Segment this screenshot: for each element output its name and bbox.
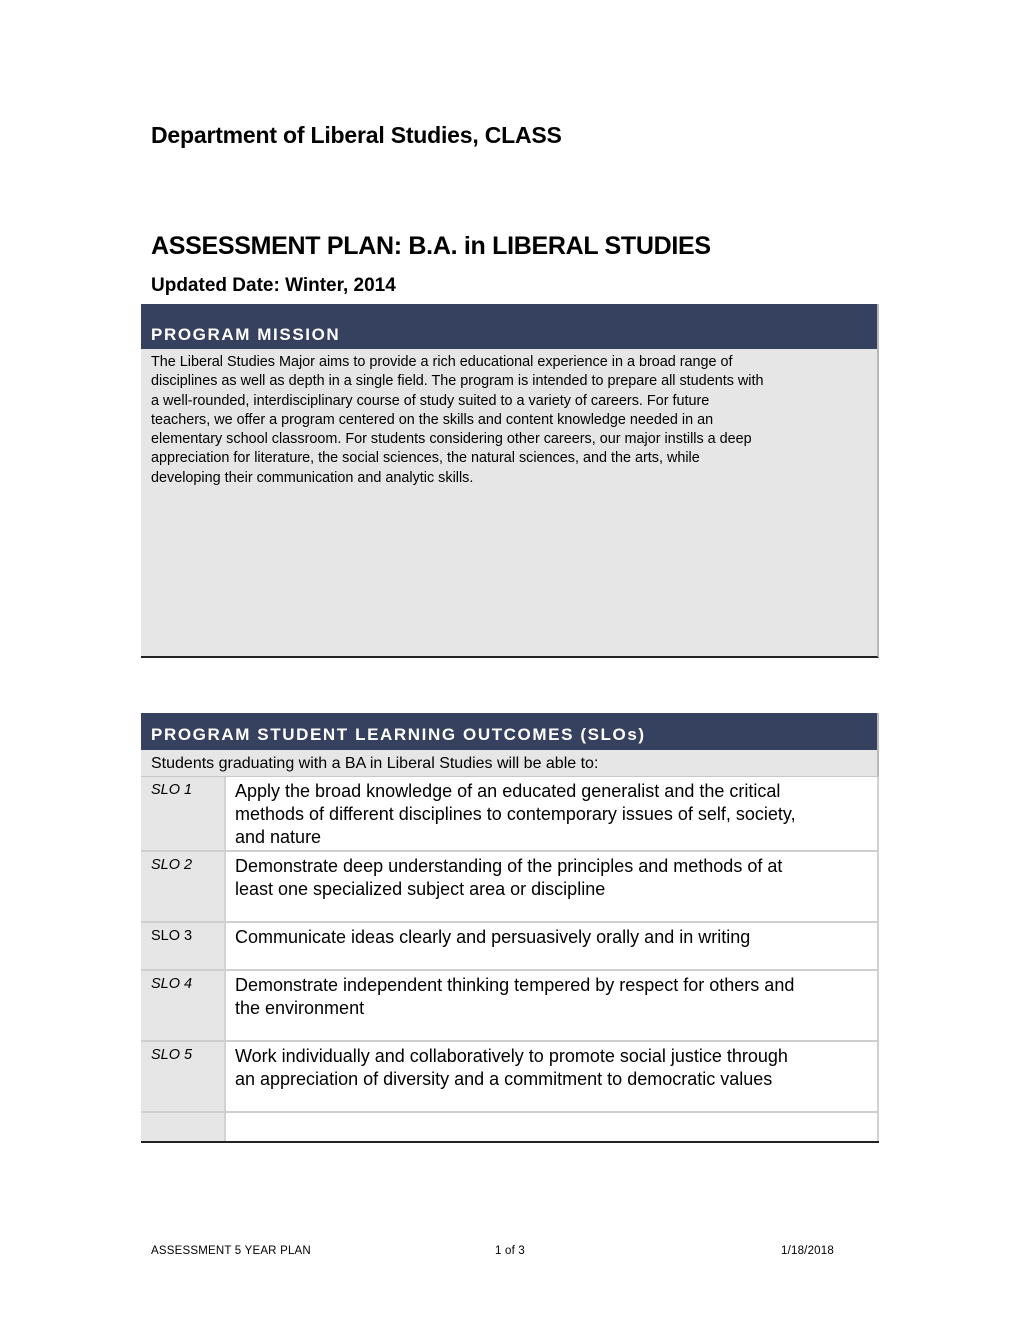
program-mission-heading: PROGRAM MISSION xyxy=(141,304,877,349)
slo-text-line: Demonstrate deep understanding of the principles and methods of at xyxy=(235,856,783,876)
slo-text-line: methods of different disciplines to contemporary issues of self, society, xyxy=(235,804,796,824)
slo-text-line: the environment xyxy=(235,998,365,1018)
slo-intro: Students graduating with a BA in Liberal Studies will be able to: xyxy=(141,750,879,777)
slo-label: SLO 4 xyxy=(141,971,226,1040)
slo-row xyxy=(141,777,879,852)
slo-text xyxy=(226,1113,879,1141)
slo-label: SLO 2 xyxy=(141,852,226,921)
mission-line: appreciation for literature, the social sciences, the natural sciences, and the arts, while xyxy=(151,450,700,467)
slo-label xyxy=(141,1113,226,1141)
mission-line: elementary school classroom. For students considering other careers, our major instills a deep xyxy=(151,431,752,448)
slo-text-line: Communicate ideas clearly and persuasively orally and in writing xyxy=(235,927,751,947)
program-mission-box xyxy=(141,304,879,658)
mission-line: disciplines as well as depth in a single field. The program is intended to prepare all students with xyxy=(151,373,764,390)
slo-row xyxy=(141,852,879,923)
slo-text xyxy=(226,971,879,1040)
slo-text-line: Demonstrate independent thinking tempered by respect for others and xyxy=(235,975,795,995)
slo-label: SLO 3 xyxy=(141,923,226,969)
page-title: ASSESSMENT PLAN: B.A. in LIBERAL STUDIES xyxy=(151,232,711,260)
slo-text-line: Work individually and collaboratively to promote social justice through xyxy=(235,1046,788,1066)
footer-left: ASSESSMENT 5 YEAR PLAN xyxy=(151,1245,311,1257)
slo-text-line: Apply the broad knowledge of an educated generalist and the critical xyxy=(235,781,781,801)
slo-row xyxy=(141,923,879,971)
footer-date: 1/18/2018 xyxy=(781,1245,834,1257)
slo-text xyxy=(226,777,879,850)
slo-label: SLO 1 xyxy=(141,777,226,850)
updated-date: Updated Date: Winter, 2014 xyxy=(151,275,396,296)
slo-row-empty xyxy=(141,1113,879,1141)
slo-heading: PROGRAM STUDENT LEARNING OUTCOMES (SLOs) xyxy=(141,713,879,750)
slo-text xyxy=(226,923,879,969)
slo-text-line: and nature xyxy=(235,827,322,847)
program-mission-text xyxy=(141,349,877,488)
footer-page-number: 1 of 3 xyxy=(495,1245,525,1257)
slo-text xyxy=(226,852,879,921)
slo-text-line: least one specialized subject area or discipline xyxy=(235,879,606,899)
mission-line: developing their communication and analytic skills. xyxy=(151,469,474,486)
department-title: Department of Liberal Studies, CLASS xyxy=(151,122,562,148)
slo-table xyxy=(141,713,879,1143)
mission-line: teachers, we offer a program centered on the skills and content knowledge needed in an xyxy=(151,411,714,428)
mission-line: The Liberal Studies Major aims to provide a rich educational experience in a broad range of xyxy=(151,354,733,370)
mission-line: a well-rounded, interdisciplinary course of study suited to a variety of careers. For future xyxy=(151,392,710,409)
slo-text xyxy=(226,1042,879,1111)
slo-row xyxy=(141,971,879,1042)
slo-text-line: an appreciation of diversity and a commitment to democratic values xyxy=(235,1069,773,1089)
slo-row xyxy=(141,1042,879,1113)
slo-label: SLO 5 xyxy=(141,1042,226,1111)
